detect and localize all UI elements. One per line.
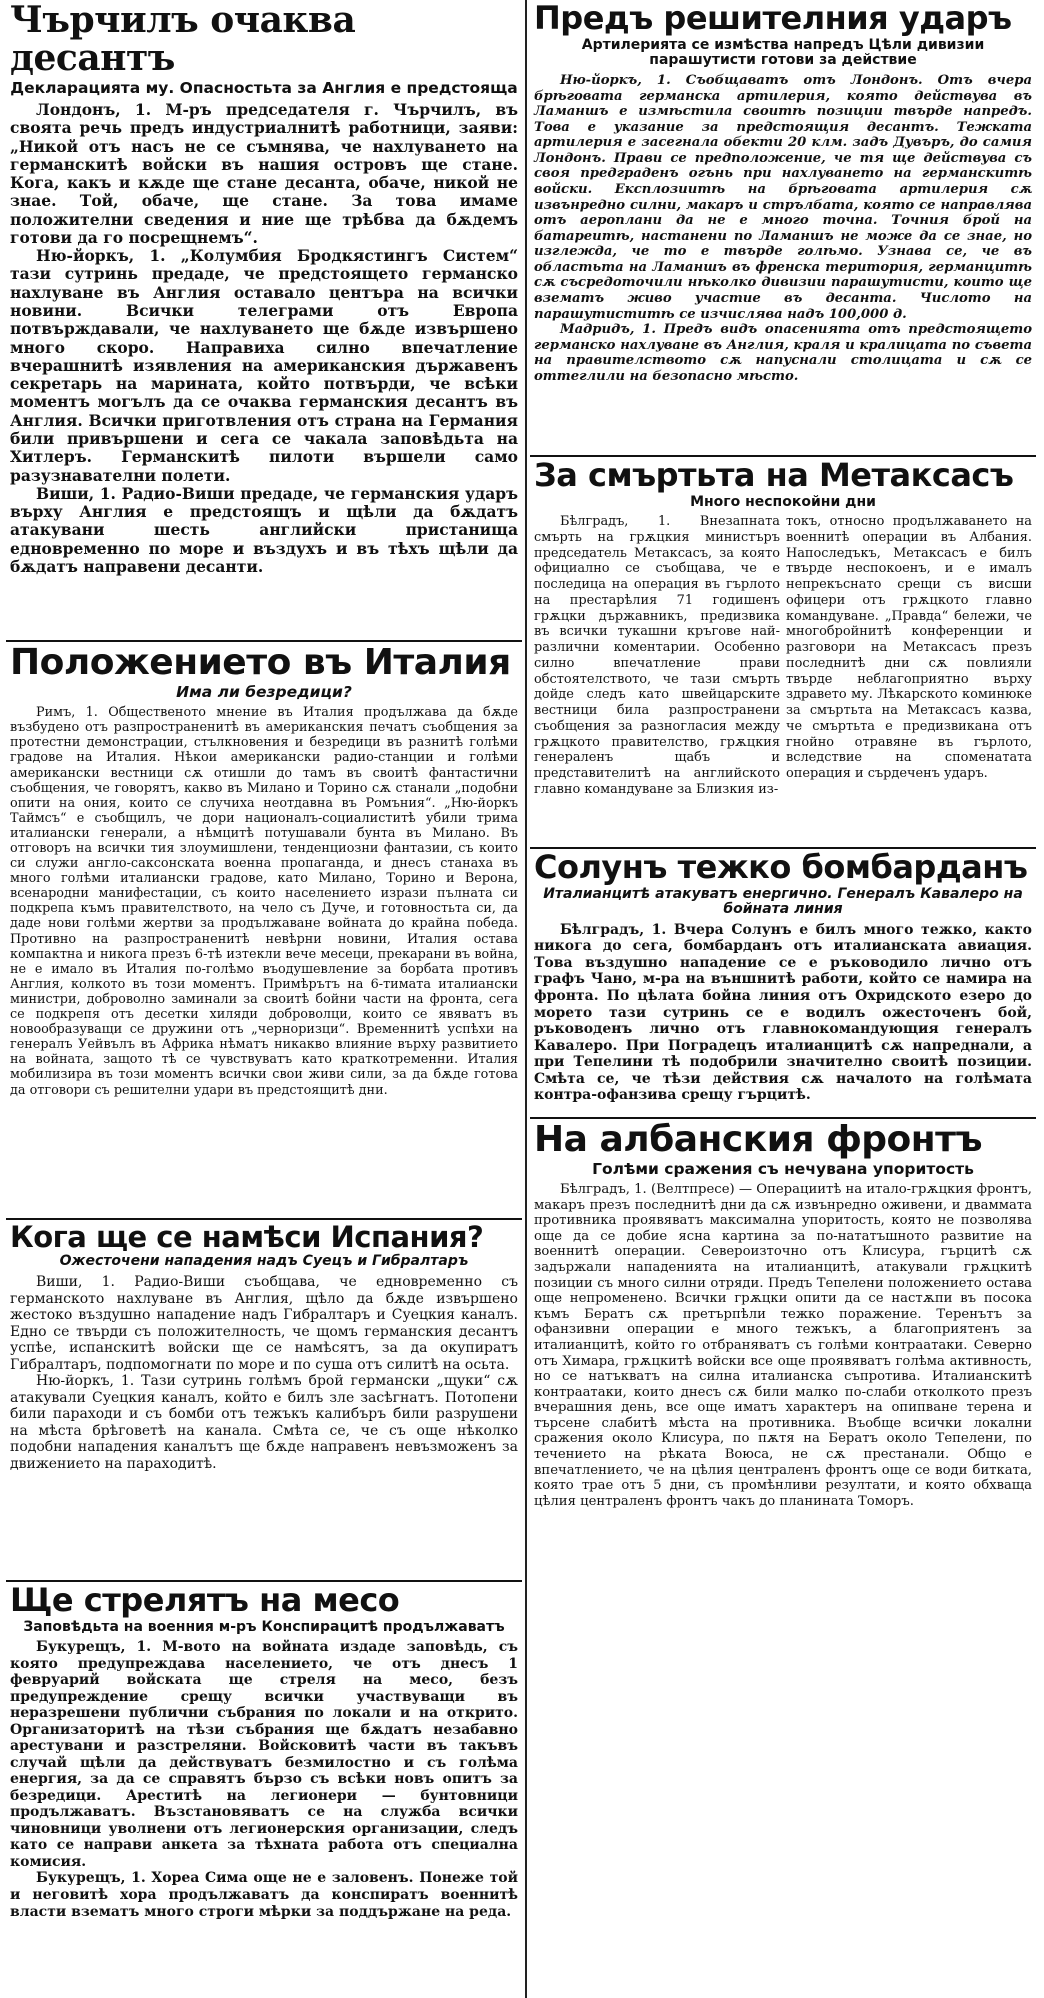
subhead-solun: Италианцитѣ атакуватъ енергично. Генералъ Кавалеро на бойната линия <box>543 885 1023 918</box>
article-solun <box>530 847 1036 1117</box>
subhead-meso: Заповѣдьта на военния м-ръ Конспирацитѣ продължаватъ <box>23 1618 505 1635</box>
headline-albania: На албанския фронтъ <box>534 1119 983 1160</box>
paragraph: Виши, 1. Радио-Виши съобщава, че едновременно съ германското нахлуване въ Англия, щѣло да бѫде извършено жестоко въздушно нападение надъ Гибралтаръ и Суецкия каналъ. Едно се твърди съ положителность, че щомъ германския десантъ успѣе, испанскитѣ войски ще се намѣсятъ, за да окупиратъ Гибралтаръ, подпомогнати по море и по суша отъ силитѣ на осьта. <box>10 1274 518 1373</box>
article-meso <box>6 1580 522 1994</box>
paragraph: Ню-йоркъ, 1. Тази сутринь голѣмъ брой германски „щуки“ сѫ атакували Суецкия каналъ, който е билъ зле засѣгнатъ. Потопени били параходи и съ бомби отъ тежъкъ калибъръ били разрушени на мѣста брѣговетѣ на канала. Смѣта се, че съ още нѣколко подобни нападения каналътъ ще бѫде направенъ невъзможенъ за движението на параходитѣ. <box>10 1373 518 1472</box>
paragraph: Букурещъ, 1. М-вото на войната издаде заповѣдь, съ която предупреждава населението, че отъ днесъ 1 февруарий войската ще стреля на месо, безъ предупреждение срещу всички участвуващи въ неразрешени публични събрания по локали и на открито. Организаторитѣ на тѣзи събрания ще бѫдатъ незабавно арестувани и разстреляни. Войсковитѣ части въ такъвъ случай щѣли да действуватъ безмилостно и съ голѣма енергия, за да се справятъ бързо съ всѣки новъ опитъ за безредици. Ареститѣ на легионери — бунтовници продължаватъ. Възстановяватъ се на служба всички чиновници уволнени отъ легионерския организации, следъ като се направи анкета за тѣхната работа отъ специална комисия. <box>10 1639 518 1870</box>
article-churchill <box>6 0 522 640</box>
paragraph: Бѣлградъ, 1. Вчера Солунъ е билъ много тежко, както никога до сега, бомбарданъ отъ италианската авиация. Това въздушно нападение се е ръководило лично отъ графъ Чано, м-ра на външнитѣ работи, който се намира на фронта. По цѣлата бойна линия отъ Охридското езеро до морето тази сутринь се е водилъ ожесточенъ бой, ръководенъ лично отъ главнокомандующия генералъ Кавалеро. При Поградецъ италианцитѣ сѫ напреднали, а при Тепелини тѣ подобрили значително своитѣ позиции. Смѣта се, че тѣзи действия сѫ началото на голѣмата контра-офанзива срещу гърцитѣ. <box>534 921 1032 1104</box>
headline-italy: Положението въ Италия <box>10 642 511 683</box>
metaxas-col-1 <box>534 514 780 797</box>
right-column <box>530 0 1036 1597</box>
paragraph: Бѣлградъ, 1. Внезапната смърть на грѫцкия министъръ председатель Метаксасъ, за която официално се съобщава, че е последица на операция въ гърлото на престарѣлия 71 годишенъ грѫцки държавникъ, предизвика въ всички тукашни кръгове най-различни коментарии. Особенно силно впечатление прави обстоятелството, че тази смърть дойде следъ като швейцарските вестници била разпространени съобщения за разногласия между грѫцкото правителство, грѫцкия генераленъ щабъ и представителитѣ на английското главно командуване за Близкия из- <box>534 514 780 797</box>
subhead-churchill: Декларацията му. Опасностьта за Англия е предстояща <box>10 78 518 97</box>
article-spain <box>6 1218 522 1580</box>
metaxas-columns <box>534 514 1032 797</box>
paragraph: Римъ, 1. Общественото мнение въ Италия продължава да бѫде възбудено отъ разпространенитѣ въ американския печатъ съобщения за протестни демонстрации, стълкновения и безредици въ разнитѣ голѣми градове на Италия. Нѣкои американски радио-станции и голѣми американски вестници сѫ отишли до тамъ въ своитѣ фантастични съобщения, че говорятъ, какво въ Милано и Торино сѫ станали „подобни опити на ония, които се случиха неотдавна въ Ромъния“. „Ню-йоркъ Таймсъ“ е съобщилъ, че дори националъ-социалиститѣ убили трима италиански генерали, а нѣмцитѣ потушавали бунта въ Милано. Въ отговоръ на всички тия злоумишлени, тенденциозни фантазии, съ които си служи англо-саксонската военна пропаганда, и днесъ станаха въ много голѣми италиански градове, като Милано, Торино и Верона, всенародни манифестации, съ които населението изрази пълната си подкрепа къмъ правителството, на чело съ Дуче, и готовностьта си, да даде нови голѣми жертви за продължаване войната до крайна победа. Противно на разпространенитѣ невѣрни новини, Италия остава компактна и никога презъ 6-тѣ изтекли вече месеци, прекарани въ война, не е имало въ Италия по-голѣмо въодушевление за борбата противъ Англия, колкото въ този моментъ. Примѣрътъ на 6-тимата италиански министри, доброволно заминали за своитѣ бойни части на фронта, сега се подкрепя отъ десетки хиляди доброволци, които се явяватъ въ новообразуващи се дружини отъ „черноризци“. Временнитѣ успѣхи на генералъ Уейвълъ въ Африка нѣматъ никакво влияние върху развитието на войната, защото тѣ се чувствуватъ като краткотременни. Италия мобилизира въ този моментъ всички свои живи сили, за да бѫде готова да отговори съ решителни удари въ предстоящитѣ дни. <box>10 705 518 1098</box>
paragraph: Ню-йоркъ, 1. Съобщаватъ отъ Лондонъ. Отъ вчера брѣговата германска артилерия, която действува въ Ламаншъ е измѣстила своитѣ позиции твърде напредъ. Това е указание за предстоящия десантъ. Тежката артилерия е засегнала обекти 20 клм. задъ Дувъръ, до самия Лондонъ. Прави се предположение, че тя ще действува съ своя предграденъ огънь при нахлуването на германскитѣ войски. Експлозиитѣ на брѣговата артилерия сѫ извънредно силни, макаръ и стрълбата, която се направлява отъ аероплани да не е много точна. Точния брой на батареитѣ, настанени по Ламаншъ не може да се знае, но изглежда, че то е твърде голѣмо. Узнава се, че въ областьта на Ламаншъ въ френска територия, германцитѣ сѫ съсредоточили нѣколко дивизии парашутисти, които ще взематъ живо участие въ десанта. Числото на парашутиститѣ се изчислява надъ 100,000 д. <box>534 72 1032 322</box>
headline-metaxas: За смъртьта на Метаксасъ <box>534 456 1014 494</box>
metaxas-col-2 <box>786 514 1032 797</box>
headline-solun: Солунъ тежко бомбарданъ <box>534 848 1028 886</box>
article-albania <box>530 1117 1036 1597</box>
column-divider <box>525 0 527 1998</box>
subhead-italy: Има ли безредици? <box>176 682 352 701</box>
paragraph: Виши, 1. Радио-Виши предаде, че германския ударъ върху Англия е предстоящъ и щѣли да бѫдатъ атакувани шесть английски пристанища едновременно по море и въздухъ и въ тѣхъ щѣли да бѫдатъ направени десанти. <box>10 483 518 576</box>
subhead-albania: Голѣми сражения съ нечувана упоритость <box>592 1159 974 1178</box>
subhead-udar: Артилерията се измѣства напредъ Цѣли дивизии парашутисти готови за действие <box>581 36 985 69</box>
subhead-metaxas: Много неспокойни дни <box>690 493 876 510</box>
headline-meso: Ще стрелятъ на месо <box>10 1581 400 1619</box>
paragraph: Бѣлградъ, 1. (Велтпресе) — Операциитѣ на итало-грѫцкия фронтъ, макаръ презъ последнитѣ дни да сѫ извънредно оживени, и дваммата противника проявяватъ максимална упоритость, която не позволява още да се добие ясна картина за по-нататъшното развитие на военнитѣ операции. Североизточно отъ Клисура, гърцитѣ сѫ задържали нападенията на италианцитѣ, атакували грѫцкитѣ позиции съ много силни отряди. Предъ Тепелени положението остава още непроменено. Всички грѫцки опити да се настѫпи въ посока къмъ Бератъ сѫ претърпѣли тежко поражение. Теренътъ за офанзивни операции е много тежъкъ, а благоприятенъ за италианцитѣ, който го отбраняватъ съ голѣми контраатаки. Северно отъ Химара, грѫцкитѣ войски все още проявяватъ голѣма активность, но се натъкватъ на силна италианска съпротива. Италианскитѣ контраатаки, които днесъ сѫ били малко по-слаби отколкото презъ вчерашния день, все още иматъ характеръ на опипване терена и търсене слабитѣ мѣста на противника. Въобще всички локални сражения около Клисура, по пѫтя на Бератъ около Тепелени, по течението на рѣката Воюса, не сѫ престанали. Общо е впечатлението, че на цѣлия централенъ фронтъ още се води битката, която трае отъ 5 дни, съ промѣнливи резултати, и която обхваща цѣлия централенъ фронтъ чакъ до планината Томоръ. <box>534 1182 1032 1509</box>
headline-churchill: Чърчилъ очаква десантъ <box>10 0 356 79</box>
paragraph: Мадридъ, 1. Предъ видъ опасенията отъ предстоящето германско нахлуване въ Англия, краля и кралицата по съвета на правителството сѫ напуснали столицата и сѫ се оттеглили на безопасно мѣсто. <box>534 322 1032 384</box>
article-metaxas <box>530 455 1036 847</box>
paragraph: токъ, относно продължаването на военнитѣ операции въ Албания. Напоследъкъ, Метаксасъ е билъ твърде неспокоенъ, и е ималъ непрекъснато срещи съ висши офицери отъ грѫцкото главно командуване. „Правда“ бележи, че многобройнитѣ конференции и разговори на Метаксасъ презъ последнитѣ дни сѫ повлияли твърде неблагоприятно върху здравето му. Лѣкарското коминюке за смъртьта на Метаксасъ казва, че смъртьта е предизвикана отъ гнойно отравяне въ гърлото, вследствие на споменатата операция и сърдеченъ ударъ. <box>786 514 1032 782</box>
paragraph: Ню-йоркъ, 1. „Колумбия Бродкястингъ Систем“ тази сутринь предаде, че предстоящето германско нахлуване въ Англия оставало центъра на всички новини. Всички телеграми отъ Европа потвърждавали, че нахлуването ще бѫде извършено много скоро. Направиха силно впечатление вчерашнитѣ изявления на американския държавенъ секретарь на марината, който потвърди, че всѣки моментъ могълъ да се очаква германския десантъ въ Англия. Всички приготвления отъ страна на Германия били привършени и сега се чакала заповѣдьта на Хитлеръ. Германскитѣ пилоти вършели само разузнавателни полети. <box>10 246 518 485</box>
subhead-spain: Ожесточени нападения надъ Суецъ и Гибралтаръ <box>59 1253 469 1270</box>
headline-udar: Предъ решителния ударъ <box>534 0 1012 37</box>
paragraph: Букурещъ, 1. Хореа Сима още не е заловенъ. Понеже той и неговитѣ хора продължаватъ да конспиратъ военнитѣ власти взематъ много строги мѣрки за поддържане на реда. <box>10 1870 518 1920</box>
paragraph: Лондонъ, 1. М-ръ председателя г. Чърчилъ, въ своята речь предъ индустриалнитѣ работници, заяви: „Никой отъ насъ не се съмнява, че нахлуването на германскитѣ войски въ нашия островъ ще стане. Кога, какъ и кѫде ще стане десанта, обаче, никой не знае. Той, обаче, ще стане. За това имаме положителни сведения и ние ще трѣбва да бѫдемъ готови да го посрещнемъ“. <box>10 99 518 247</box>
article-italy <box>6 640 522 1218</box>
left-column <box>6 0 522 1994</box>
headline-spain: Кога ще се намѣси Испания? <box>10 1220 484 1254</box>
article-udar <box>530 0 1036 455</box>
